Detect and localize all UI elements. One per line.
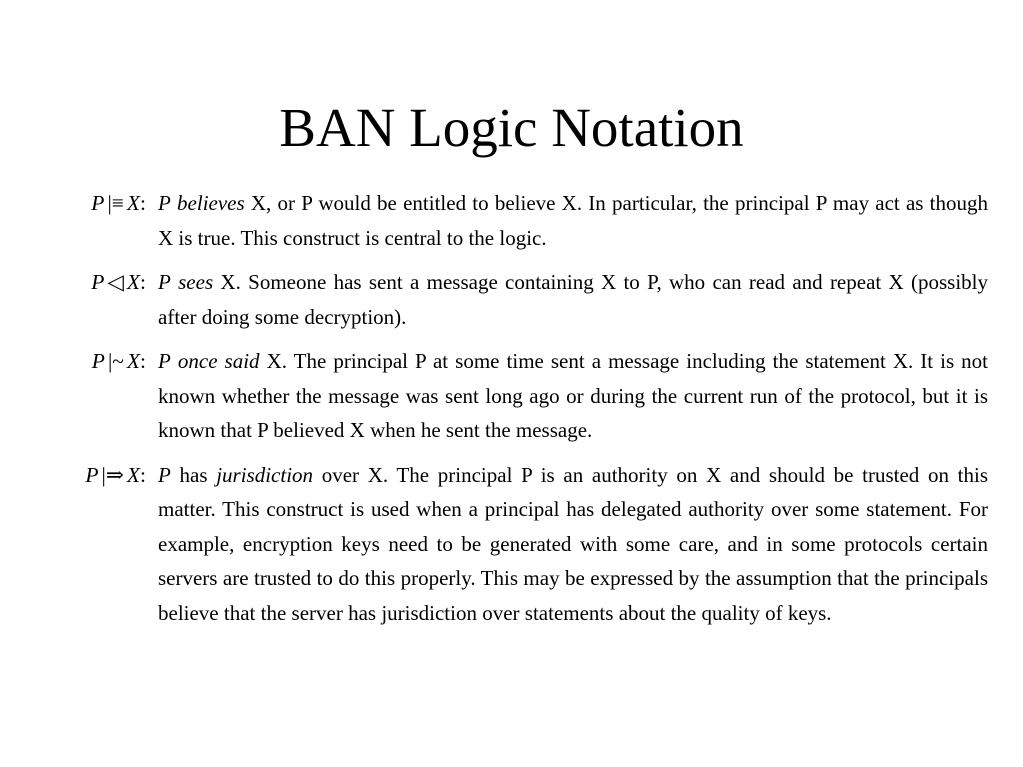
definition-term: jurisdiction	[216, 462, 314, 487]
definition-text	[158, 265, 988, 334]
definition-text	[158, 458, 988, 631]
definition-principal: P	[158, 349, 171, 373]
definition-list	[58, 186, 988, 640]
notation-principal: P	[85, 462, 99, 487]
definition-believes	[58, 186, 988, 255]
definition-text	[158, 344, 988, 448]
notation-believes: P |≡ X:	[91, 191, 146, 215]
definition-text	[158, 186, 988, 255]
slide-title: BAN Logic Notation	[279, 97, 744, 158]
notation-sees: P ◁ X:	[91, 270, 146, 294]
definition-once-said	[58, 344, 988, 448]
notation-once-said: P |~ X:	[91, 349, 146, 373]
definition-term: believes	[177, 191, 245, 215]
definition-term: sees	[178, 270, 214, 294]
notation-principal: P	[91, 270, 105, 294]
definition-principal: P	[158, 191, 171, 215]
notation-jurisdiction: P |⇒ X:	[85, 462, 146, 487]
definition-body: X. Someone has sent a message containing X to P, who can read and repeat X (possibly after doing some decryption).	[158, 270, 988, 329]
believes-operator: |≡	[107, 191, 124, 215]
notation-principal: P	[91, 191, 105, 215]
definition-sees	[58, 265, 988, 334]
definition-body: X, or P would be entitled to believe X. In particular, the principal P may act as though X is true. This construct is central to the logic.	[158, 191, 989, 250]
definition-prefix: has	[179, 462, 208, 487]
notation-principal: P	[91, 349, 105, 373]
definition-principal: P	[158, 462, 171, 487]
definition-body: over X. The principal P is an authority on X and should be trusted on this matter. This construct is used when a principal has delegated authority over some statement. For example, encryption keys need to be generated with some care, and in some protocols certain servers are trusted to do this properly. This may be expressed by the assumption that the principals believe that the server has jurisdiction over statements about the quality of keys.	[158, 462, 988, 625]
definition-jurisdiction	[58, 458, 988, 631]
notation-statement: X	[126, 191, 141, 215]
once-said-operator: |~	[107, 349, 124, 373]
definition-term: once said	[177, 349, 260, 373]
sees-operator: ◁	[107, 270, 124, 294]
notation-statement: X	[126, 462, 141, 487]
notation-statement: X	[126, 270, 141, 294]
notation-statement: X	[126, 349, 141, 373]
definition-principal: P	[158, 270, 171, 294]
definition-body: X. The principal P at some time sent a message including the statement X. It is not known whether the message was sent long ago or during the current run of the protocol, but it is known that P believed X when he sent the message.	[158, 349, 989, 442]
jurisdiction-operator: |⇒	[101, 462, 124, 487]
